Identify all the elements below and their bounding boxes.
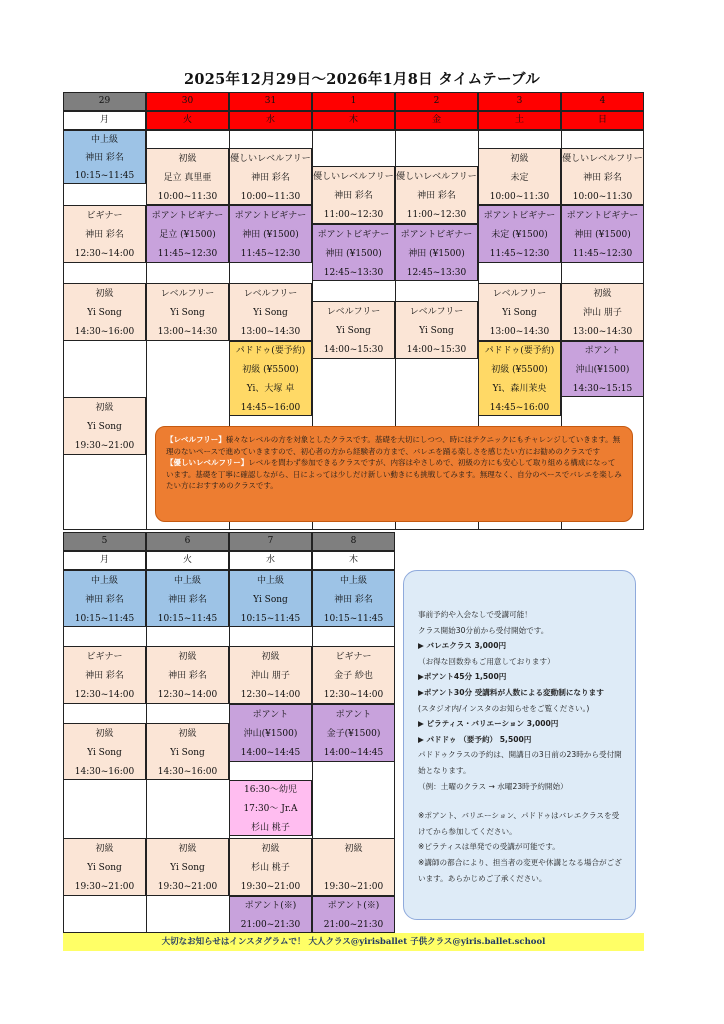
week1-weekday-header: 月 <box>63 111 146 130</box>
class-line: 未定 <box>510 172 529 183</box>
week1-date-header: 3 <box>478 92 561 111</box>
class-line: 足立 (¥1500) <box>159 230 216 240</box>
class-line: 沖山 朋子 <box>251 671 290 681</box>
class-line: 初級 <box>178 153 197 164</box>
class-line: 神田 彩名 <box>85 671 124 681</box>
week2-class-block[interactable] <box>63 570 146 627</box>
class-line: 10:00~11:30 <box>572 191 633 202</box>
class-line: 金子(¥1500) <box>326 729 381 739</box>
week1-class-block[interactable] <box>312 224 395 281</box>
pricing-info-box <box>403 570 636 920</box>
class-line: ポアントビギナー <box>234 210 307 221</box>
week2-class-block[interactable] <box>229 780 312 836</box>
class-line: Yi Song <box>87 308 122 318</box>
week1-class-block[interactable] <box>229 205 312 263</box>
class-line: 初級 (¥5500) <box>242 365 299 376</box>
class-line: 神田 彩名 <box>85 153 124 163</box>
class-line: 初級 <box>344 843 363 854</box>
week1-class-block[interactable] <box>63 283 146 341</box>
week1-class-block[interactable] <box>312 301 395 359</box>
class-line: Yi Song <box>502 308 537 318</box>
class-line: 12:30~14:00 <box>74 249 135 260</box>
week1-class-block[interactable] <box>561 341 644 397</box>
class-line: 11:45~12:30 <box>157 249 218 260</box>
class-line: 13:00~14:30 <box>572 327 633 338</box>
class-line: 沖山(¥1500) <box>243 729 298 739</box>
week2-class-block[interactable] <box>146 646 229 704</box>
class-line: 19:30~21:00 <box>240 882 301 893</box>
class-line: 初級 <box>95 728 114 739</box>
info-line: ▶ バレエクラス 3,000円 <box>418 641 507 651</box>
class-line: ビギナー <box>335 651 372 662</box>
class-line: 神田 彩名 <box>85 594 124 605</box>
week1-class-block[interactable] <box>561 205 644 263</box>
class-line: 優しいレベルフリー <box>396 171 477 182</box>
class-line: 初級 <box>95 402 114 413</box>
week1-date-header: 1 <box>312 92 395 111</box>
class-line: 11:45~12:30 <box>489 249 550 260</box>
class-line: ポアント(※) <box>244 901 297 912</box>
week2-date-header: 6 <box>146 532 229 551</box>
week1-class-block[interactable] <box>63 130 146 184</box>
week2-class-block[interactable] <box>229 570 312 627</box>
class-line: 12:45~13:30 <box>406 267 467 278</box>
week2-class-block[interactable] <box>229 646 312 704</box>
info-line: ▶ポアント30分 受講料が人数による変動制になります <box>418 687 604 697</box>
class-line: Yi Song <box>253 594 288 605</box>
class-line: 神田 彩名 <box>334 594 373 605</box>
info-line: （例：土曜のクラス → 水曜23時予約開始） <box>418 781 568 791</box>
class-line: 初級 <box>178 843 197 854</box>
class-line: ビギナー <box>86 651 123 662</box>
class-line: Yi、大塚 卓 <box>246 383 295 394</box>
class-line: ポアント(※) <box>327 901 380 912</box>
week1-class-block[interactable] <box>478 205 561 263</box>
week1-class-block[interactable] <box>478 283 561 341</box>
week1-class-block[interactable] <box>229 148 312 205</box>
class-line: ポアントビギナー <box>151 210 224 221</box>
week1-class-block[interactable] <box>478 148 561 205</box>
class-line: 足立 真里亜 <box>163 172 212 183</box>
class-line: レベルフリー <box>160 288 215 299</box>
week1-weekday-header: 日 <box>561 111 644 130</box>
week1-class-block[interactable] <box>395 224 478 281</box>
class-line: 初級 (¥5500) <box>491 365 548 376</box>
footer-notice: 大切なお知らせはインスタグラムで！ 大人クラス@yirisballet 子供クラス@yiris.ballet.school <box>63 933 644 951</box>
week2-class-block[interactable] <box>146 723 229 780</box>
class-line: 16:30～幼児 <box>244 785 297 796</box>
info-line: ※講師の都合により、担当者の変更や休講となる場合がございます。あらかじめご了承ください。 <box>418 857 622 883</box>
class-line: 杉山 桃子 <box>251 863 290 873</box>
class-line: 10:15~11:45 <box>74 613 135 624</box>
class-line: 14:00~15:30 <box>406 345 467 356</box>
week1-weekday-header: 水 <box>229 111 312 130</box>
class-line: 神田 彩名 <box>583 172 622 183</box>
class-line: 杉山 桃子 <box>251 822 290 833</box>
week1-date-header: 31 <box>229 92 312 111</box>
class-line: 14:00~14:45 <box>323 748 384 759</box>
class-line: 14:30~16:00 <box>157 766 218 777</box>
class-line: 沖山 朋子 <box>583 308 622 318</box>
class-line: 10:00~11:30 <box>240 191 301 202</box>
info-line: クラス開始30分前から受付開始です。 <box>418 625 549 635</box>
class-line: 中上級 <box>90 575 118 586</box>
class-line: レベルフリー <box>409 306 464 317</box>
class-line: ポアントビギナー <box>566 210 639 221</box>
week2-class-block[interactable] <box>312 838 395 896</box>
class-line: 14:30~15:15 <box>572 383 633 394</box>
week2-date-header: 8 <box>312 532 395 551</box>
class-line: 19:30~21:00 <box>74 882 135 893</box>
legend-gentle-text: レベルを問わず参加できるクラスですが、内容はやさしめで、初級の方にも安心して取り組める構成になっています。基礎を丁寧に確認しながら、日によっては少しだけ新しい動きにも挑戦してみます。無理なく、自分のペースでバレエを楽しみたい方におすすめのクラスです。 <box>166 458 622 490</box>
class-line: Yi Song <box>336 326 371 336</box>
class-line: 初級 <box>178 728 197 739</box>
class-line: 神田 彩名 <box>251 172 290 183</box>
class-line: 14:30~16:00 <box>74 327 135 338</box>
class-line: 神田 (¥1500) <box>325 248 382 259</box>
week1-class-block[interactable] <box>478 341 561 416</box>
class-line: 10:15~11:45 <box>323 613 384 624</box>
week1-weekday-header: 土 <box>478 111 561 130</box>
class-line: ビギナー <box>86 210 123 221</box>
week1-class-block[interactable] <box>561 283 644 341</box>
legend-gentle-key: 【優しいレベルフリー】 <box>166 458 249 467</box>
class-line: 神田 彩名 <box>417 191 456 201</box>
class-line: 19:30~21:00 <box>157 882 218 893</box>
info-line: (スタジオ内/インスタのお知らせをご覧ください。) <box>418 703 590 713</box>
class-line: 14:00~15:30 <box>323 345 384 356</box>
class-line: 初級 <box>261 651 280 662</box>
class-line: 神田 (¥1500) <box>242 230 299 240</box>
class-line: 10:15~11:45 <box>240 613 301 624</box>
info-line: パドドゥクラスの予約は、開講日の3日前の23時から受付開始となります。 <box>418 750 622 775</box>
week2-class-block[interactable] <box>229 838 312 896</box>
page-title: 2025年12月29日～2026年1月8日 タイムテーブル <box>183 71 541 88</box>
class-line: レベルフリー <box>326 306 381 317</box>
week2-class-block[interactable] <box>312 646 395 704</box>
class-line: 沖山(¥1500) <box>575 365 630 375</box>
week1-class-block[interactable] <box>63 397 146 455</box>
week2-class-block[interactable] <box>229 896 312 933</box>
class-line: パドドゥ(要予約) <box>484 346 555 357</box>
class-line: 11:45~12:30 <box>240 249 301 260</box>
class-line: 10:00~11:30 <box>489 191 550 202</box>
class-line: 14:45~16:00 <box>240 402 301 413</box>
class-line: 初級 <box>510 153 529 164</box>
week2-date-header: 7 <box>229 532 312 551</box>
class-line: ポアント <box>335 709 372 720</box>
class-line: 12:45~13:30 <box>323 267 384 278</box>
class-line: 19:30~21:00 <box>323 882 384 893</box>
week1-date-header: 29 <box>63 92 146 111</box>
week2-class-block[interactable] <box>312 896 395 933</box>
week1-date-header: 4 <box>561 92 644 111</box>
class-line: 21:00~21:30 <box>323 919 384 930</box>
week1-date-header: 2 <box>395 92 478 111</box>
week1-class-block[interactable] <box>395 166 478 224</box>
week1-date-header: 30 <box>146 92 229 111</box>
class-line: 10:15~11:45 <box>157 613 218 624</box>
info-line: （お得な回数券もご用意しております） <box>418 656 555 666</box>
week2-weekday-header: 火 <box>146 551 229 570</box>
week1-class-block[interactable] <box>146 283 229 341</box>
week2-class-block[interactable] <box>229 704 312 762</box>
week2-class-block[interactable] <box>146 570 229 627</box>
class-line: 金子 紗也 <box>334 671 373 681</box>
class-line: パドドゥ(要予約) <box>235 346 306 357</box>
legend-levelfree-key: 【レベルフリー】 <box>166 435 226 444</box>
week2-class-block[interactable] <box>312 570 395 627</box>
info-line: ▶ パドドゥ （要予約） 5,500円 <box>418 734 532 744</box>
class-line: 中上級 <box>173 575 201 586</box>
week1-class-block[interactable] <box>229 283 312 341</box>
week2-class-block[interactable] <box>312 704 395 762</box>
class-line: 神田 (¥1500) <box>574 230 631 240</box>
class-line: 11:00~12:30 <box>323 210 384 221</box>
class-line: 17:30～ Jr.A <box>243 804 298 814</box>
week2-weekday-header: 月 <box>63 551 146 570</box>
class-line: Yi Song <box>87 863 122 873</box>
class-line: 11:45~12:30 <box>572 249 633 260</box>
week2-weekday-header: 木 <box>312 551 395 570</box>
class-line: 優しいレベルフリー <box>562 153 643 164</box>
class-line: 初級 <box>261 843 280 854</box>
class-line: Yi Song <box>170 863 205 873</box>
week1-weekday-header: 金 <box>395 111 478 130</box>
week1-class-block[interactable] <box>146 148 229 205</box>
class-line: Yi、森川茉央 <box>492 383 547 394</box>
class-line: 中上級 <box>339 575 367 586</box>
class-line: Yi Song <box>87 422 122 432</box>
class-line: 優しいレベルフリー <box>230 153 311 164</box>
class-line: 神田 (¥1500) <box>408 248 465 259</box>
class-line: レベルフリー <box>492 288 547 299</box>
class-line: 神田 彩名 <box>334 191 373 201</box>
class-line: 中上級 <box>90 135 118 145</box>
class-line: 10:00~11:30 <box>157 191 218 202</box>
class-line: 13:00~14:30 <box>240 327 301 338</box>
info-line: 事前予約や入会なしで受講可能！ <box>418 610 532 619</box>
class-line: 神田 彩名 <box>85 230 124 240</box>
week2-class-block[interactable] <box>63 838 146 896</box>
class-line: 初級 <box>178 651 197 662</box>
class-line: ポアントビギナー <box>400 229 473 240</box>
week2-class-block[interactable] <box>63 723 146 780</box>
week2-class-block[interactable] <box>63 646 146 704</box>
class-line: Yi Song <box>253 308 288 318</box>
class-line: 14:30~16:00 <box>74 766 135 777</box>
class-line: レベルフリー <box>243 288 298 299</box>
week1-class-block[interactable] <box>561 148 644 205</box>
class-line: 12:30~14:00 <box>157 690 218 701</box>
class-line: 12:30~14:00 <box>323 690 384 701</box>
info-line: ※ピラティスは単発での受講が可能です。 <box>418 842 560 852</box>
info-line: ▶ ピラティス・バリエーション 3,000円 <box>418 719 559 729</box>
class-line: 神田 彩名 <box>168 594 207 605</box>
class-line: 13:00~14:30 <box>489 327 550 338</box>
class-line: 初級 <box>95 843 114 854</box>
class-line: 14:00~14:45 <box>240 748 301 759</box>
class-line: 優しいレベルフリー <box>313 171 394 182</box>
class-line: 12:30~14:00 <box>240 690 301 701</box>
week1-class-block[interactable] <box>146 205 229 263</box>
class-line: 中上級 <box>256 575 284 586</box>
info-line: ※ポアント、バリエーション、パドドゥはバレエクラスを受けてから参加してください。 <box>418 811 620 836</box>
class-line: ポアント <box>252 709 289 720</box>
class-line: ポアントビギナー <box>317 229 390 240</box>
week2-class-block[interactable] <box>146 838 229 896</box>
class-line: Yi Song <box>87 747 122 758</box>
class-line: 10:15~11:45 <box>74 171 135 181</box>
class-line: 14:45~16:00 <box>489 402 550 413</box>
class-line: 初級 <box>593 288 612 299</box>
class-legend <box>155 426 633 522</box>
info-line: ▶ポアント45分 1,500円 <box>418 672 507 682</box>
week2-date-header: 5 <box>63 532 146 551</box>
week1-weekday-header: 木 <box>312 111 395 130</box>
class-line: ポアントビギナー <box>483 210 556 221</box>
class-line: 12:30~14:00 <box>74 690 135 701</box>
class-line: 13:00~14:30 <box>157 327 218 338</box>
class-line: 21:00~21:30 <box>240 919 301 930</box>
class-line: Yi Song <box>170 747 205 758</box>
legend-levelfree-text: 様々なレベルの方を対象としたクラスです。基礎を大切にしつつ、時にはテクニックにもチャレンジしていきます。無理のないペースで進めていきますので、初心者の方から経験者の方まで、バレエを踊る楽しさを感じたい方にお勧めのクラスです <box>166 435 621 456</box>
class-line: 11:00~12:30 <box>406 210 467 221</box>
week1-class-block[interactable] <box>229 341 312 416</box>
class-line: Yi Song <box>170 308 205 318</box>
class-line: Yi Song <box>419 326 454 336</box>
week1-class-block[interactable] <box>63 205 146 263</box>
week1-class-block[interactable] <box>312 166 395 224</box>
class-line: ポアント <box>584 346 621 357</box>
class-line: 神田 彩名 <box>168 671 207 681</box>
class-line: 未定 (¥1500) <box>491 230 548 240</box>
week1-class-block[interactable] <box>395 301 478 359</box>
week1-weekday-header: 火 <box>146 111 229 130</box>
class-line: 初級 <box>95 288 114 299</box>
class-line: 19:30~21:00 <box>74 441 135 452</box>
week2-weekday-header: 水 <box>229 551 312 570</box>
